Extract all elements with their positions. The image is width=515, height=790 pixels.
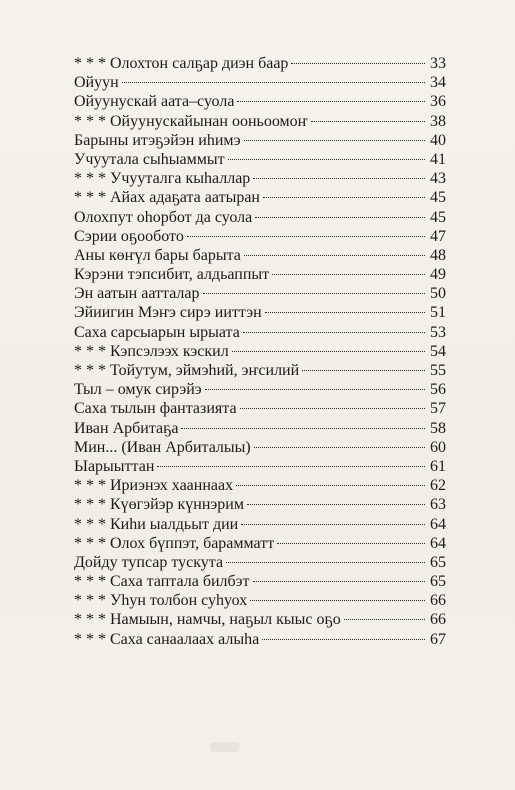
toc-entry (74, 150, 446, 169)
toc-entry (74, 131, 446, 150)
toc-entry (74, 303, 446, 322)
toc-entry-page-number: 48 (430, 246, 446, 264)
dot-leader (122, 82, 425, 83)
toc-entry-title: Эн аатын аатталар (74, 285, 200, 303)
toc-entry (74, 246, 446, 265)
toc-entry-page-number: 36 (430, 93, 446, 111)
toc-entry (74, 265, 446, 284)
toc-entry-title: Тыл – омук сирэйэ (74, 381, 202, 399)
toc-entry (74, 92, 446, 111)
toc-entry-page-number: 67 (430, 630, 446, 648)
toc-entry (74, 438, 446, 457)
dot-leader (181, 428, 425, 429)
dot-leader (250, 600, 425, 601)
toc-entry-title: * * * Саха таптала билбэт (74, 573, 250, 591)
toc-entry-page-number: 45 (430, 208, 446, 226)
toc-entry-title: * * * Олох бүппэт, барамматт (74, 534, 275, 552)
toc-entry-title: * * * Киһи ыалдьыт дии (74, 515, 239, 533)
dot-leader (244, 140, 425, 141)
toc-entry (74, 457, 446, 476)
toc-entry-title: Барыны итэҕэйэн иһимэ (74, 131, 241, 149)
dot-leader (228, 159, 425, 160)
toc-entry (74, 73, 446, 92)
toc-entry-page-number: 43 (430, 170, 446, 188)
dot-leader (203, 293, 425, 294)
dot-leader (291, 63, 425, 64)
toc-entry-title: Сэрии оҕообото (74, 227, 184, 245)
toc-entry-page-number: 64 (430, 515, 446, 533)
toc-entry-title: Ойуун (74, 74, 119, 92)
toc-entry-title: Эйиигин Мэҥэ сирэ ииттэн (74, 304, 262, 322)
dot-leader (232, 351, 425, 352)
dot-leader (253, 178, 425, 179)
toc-entry-title: * * * Олохтон салҕар диэн баар (74, 55, 289, 72)
toc-entry (74, 284, 446, 303)
toc-entry-page-number: 54 (430, 342, 446, 360)
toc-entry-title: * * * Ойуунускайынан ооньоомоҥ (74, 112, 308, 130)
dot-leader (255, 217, 425, 218)
dot-leader (253, 581, 425, 582)
toc-entry-page-number: 51 (430, 304, 446, 322)
toc-entry (74, 495, 446, 514)
toc-entry-page-number: 55 (430, 362, 446, 379)
toc-entry-title: Саха сарсыарын ырыата (74, 323, 240, 341)
toc-entry (74, 169, 446, 188)
toc-entry-title: Мин... (Иван Арбиталыы) (74, 438, 251, 456)
toc-entry-page-number: 53 (430, 323, 446, 341)
dot-leader (240, 408, 425, 409)
toc-entry-title: Саха тылын фантазията (74, 400, 237, 418)
toc-entry (74, 610, 446, 629)
dot-leader (187, 236, 425, 237)
dot-leader (237, 101, 425, 102)
toc-entry-page-number: 38 (430, 112, 446, 130)
dot-leader (262, 639, 425, 640)
dot-leader (247, 504, 425, 505)
dot-leader (241, 524, 425, 525)
dot-leader (277, 543, 425, 544)
toc-entry-title: Ойуунускай аата–суола (74, 93, 235, 111)
toc-entry (74, 553, 446, 572)
toc-entry (74, 323, 446, 342)
toc-entry-title: Дойду тупсар тускута (74, 553, 224, 571)
dot-leader (226, 562, 425, 563)
toc-entry-title: * * * Тойутум, эймэһий, эҥсилий (74, 362, 300, 379)
toc-entry (74, 630, 446, 649)
toc-entry-title: Ыарыыттан (74, 457, 155, 475)
toc-entry-page-number: 57 (430, 400, 446, 418)
toc-entry-page-number: 58 (430, 419, 446, 437)
toc-entry-title: * * * Күөгэйэр күннэрим (74, 496, 244, 514)
toc-entry-page-number: 49 (430, 266, 446, 284)
toc-entry-title: * * * Уһун толбон суһуох (74, 592, 248, 610)
toc-entry (74, 572, 446, 591)
toc-entry-page-number: 45 (430, 189, 446, 207)
dot-leader (272, 274, 425, 275)
dot-leader (311, 121, 425, 122)
toc-entry-page-number: 33 (430, 55, 446, 72)
toc-entry (74, 399, 446, 418)
toc-entry-page-number: 47 (430, 227, 446, 245)
toc-entry-page-number: 60 (430, 438, 446, 456)
page-smudge (210, 742, 240, 752)
dot-leader (205, 389, 425, 390)
toc-entry-page-number: 66 (430, 611, 446, 629)
dot-leader (254, 447, 425, 448)
toc-entry-title: * * * Айах адаҕата аатыран (74, 189, 260, 207)
toc-entry (74, 534, 446, 553)
toc-entry-page-number: 40 (430, 131, 446, 149)
toc-entry-title: Учуутала сыһыаммыт (74, 150, 225, 168)
toc-entry (74, 419, 446, 438)
toc-entry-page-number: 65 (430, 553, 446, 571)
toc-entry-page-number: 61 (430, 457, 446, 475)
dot-leader (244, 255, 425, 256)
dot-leader (236, 485, 425, 486)
dot-leader (157, 466, 425, 467)
toc-entry-page-number: 34 (430, 74, 446, 92)
toc-entry-title: * * * Кэпсэлээх кэскил (74, 342, 229, 360)
toc-entry-title: * * * Ириэнэх хааннаах (74, 477, 234, 495)
toc-entry (74, 380, 446, 399)
toc-entry-page-number: 41 (430, 150, 446, 168)
toc-entry-title: Кэрэни тэпсибит, алдьаппыт (74, 266, 270, 284)
toc-entry-title: * * * Саха санаалаах алыһа (74, 630, 260, 648)
toc-entry-title: Иван Арбитаҕа (74, 419, 179, 437)
toc-entry-page-number: 65 (430, 573, 446, 591)
toc-entry (74, 208, 446, 227)
dot-leader (344, 619, 425, 620)
dot-leader (302, 370, 425, 371)
toc-entry-page-number: 66 (430, 592, 446, 610)
toc-entry (74, 112, 446, 131)
dot-leader (263, 197, 425, 198)
toc-entry (74, 342, 446, 361)
dot-leader (243, 332, 425, 333)
toc-entry-page-number: 63 (430, 496, 446, 514)
toc-entry (74, 227, 446, 246)
toc-entry-title: * * * Намыын, намчы, наҕыл кыыс оҕо (74, 611, 341, 629)
toc-entry (74, 591, 446, 610)
toc-entry (74, 188, 446, 207)
dot-leader (265, 312, 425, 313)
toc-entry-title: * * * Учууталга кыһаллар (74, 170, 251, 188)
toc-entry-page-number: 64 (430, 534, 446, 552)
table-of-contents (74, 54, 446, 649)
toc-entry-title: Аны көҥүл бары барыта (74, 246, 241, 264)
toc-entry (74, 515, 446, 534)
toc-entry (74, 361, 446, 380)
toc-entry-page-number: 56 (430, 381, 446, 399)
toc-entry (74, 54, 446, 73)
toc-entry-title: Олохпут оһорбот да суола (74, 208, 253, 226)
toc-entry (74, 476, 446, 495)
toc-entry-page-number: 62 (430, 477, 446, 495)
toc-entry-page-number: 50 (430, 285, 446, 303)
